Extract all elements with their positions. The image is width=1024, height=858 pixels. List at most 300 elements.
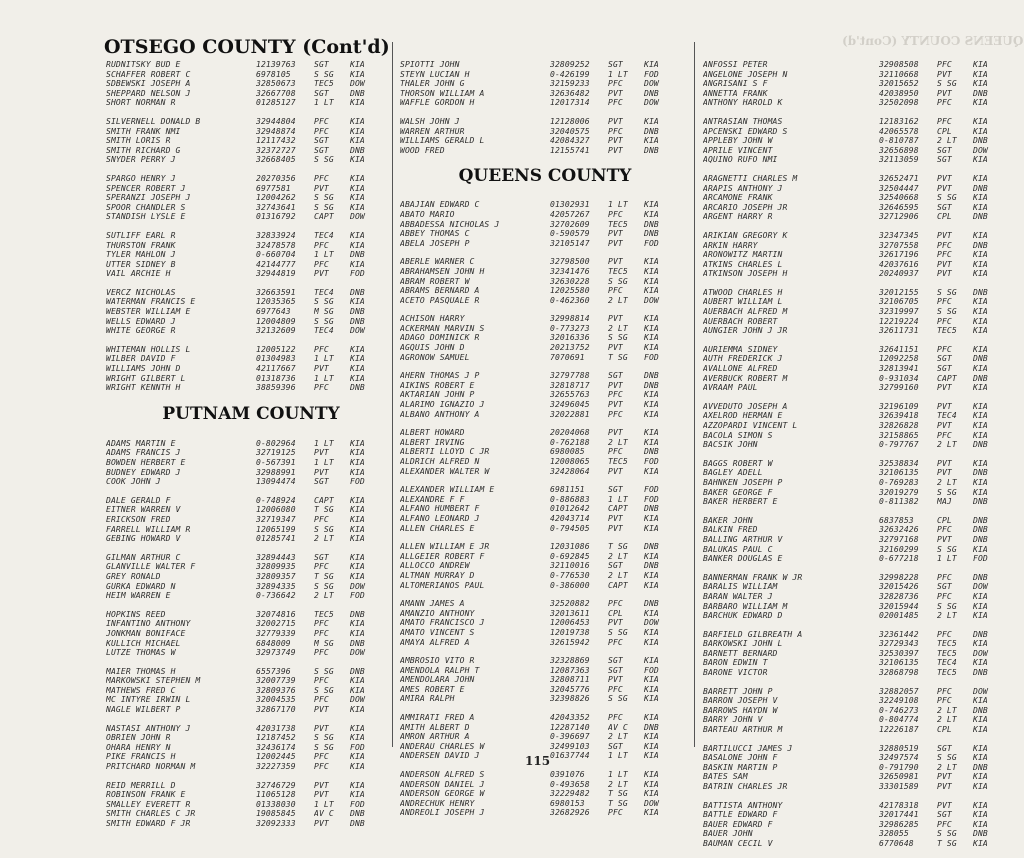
serial-number: 12187452 xyxy=(256,733,296,743)
rank: PFC xyxy=(314,126,329,136)
service-member-name: ALBANO ANTHONY A xyxy=(400,409,480,419)
service-member-name: KULLICH MICHAEL xyxy=(106,638,181,648)
roster-entry xyxy=(106,241,406,251)
serial-number: 0-677218 xyxy=(879,554,919,564)
roster-group xyxy=(703,459,1023,507)
service-member-name: ARAGNETTI CHARLES M xyxy=(703,173,798,183)
serial-number: 0-931034 xyxy=(879,373,919,383)
roster-entry xyxy=(106,269,406,279)
roster-entry xyxy=(703,307,1023,317)
rank: 1 LT xyxy=(608,69,628,79)
roster-entry xyxy=(703,516,1023,526)
status-code: DNB xyxy=(644,371,659,381)
rank: PVT xyxy=(314,705,329,715)
service-member-name: AVRAAM PAUL xyxy=(703,383,758,393)
service-member-name: BARALIS WILLIAM xyxy=(703,582,778,592)
service-member-name: WHITE GEORGE R xyxy=(106,326,176,336)
status-code: KIA xyxy=(644,209,659,219)
serial-number: 32652471 xyxy=(879,173,919,183)
serial-number: 32808711 xyxy=(550,675,590,685)
roster-entry xyxy=(400,467,690,477)
serial-number: 32502098 xyxy=(879,98,919,108)
roster-entry xyxy=(400,457,690,467)
status-code: KIA xyxy=(973,230,988,240)
serial-number: 32615942 xyxy=(550,637,590,647)
rank: 2 LT xyxy=(608,437,628,447)
service-member-name: ABERLE WARNER C xyxy=(400,257,475,267)
rank: PVT xyxy=(608,428,623,438)
roster-entry xyxy=(400,485,690,495)
roster-group xyxy=(106,288,406,336)
serial-number: 328055 xyxy=(879,829,909,839)
status-code: DNB xyxy=(973,440,988,450)
roster-group xyxy=(703,402,1023,450)
rank: PFC xyxy=(937,430,952,440)
service-member-name: ALFANO LEONARD J xyxy=(400,513,480,523)
roster-entry xyxy=(703,297,1023,307)
service-member-name: BAHNKEN JOSEPH P xyxy=(703,477,783,487)
service-member-name: GILMAN ARTHUR C xyxy=(106,552,181,562)
status-code: KIA xyxy=(350,780,365,790)
rank: PFC xyxy=(608,599,623,609)
rank: PFC xyxy=(937,696,952,706)
roster-entry xyxy=(400,136,690,146)
serial-number: 6978105 xyxy=(256,69,291,79)
serial-number: 32016336 xyxy=(550,333,590,343)
status-code: KIA xyxy=(644,523,659,533)
roster-entry xyxy=(106,146,406,156)
service-member-name: SDBEWSKI JOSEPH A xyxy=(106,79,191,89)
service-member-name: AMATO FRANCISCO J xyxy=(400,618,485,628)
status-code: DNB xyxy=(644,722,659,732)
service-member-name: BALKIN FRED xyxy=(703,525,758,535)
roster-group xyxy=(400,371,690,419)
serial-number: 0-773273 xyxy=(550,323,590,333)
rank: SGT xyxy=(608,741,623,751)
roster-entry xyxy=(400,79,690,89)
service-member-name: BAUMAN CECIL V xyxy=(703,838,773,848)
roster-entry xyxy=(703,345,1023,355)
roster-entry xyxy=(106,667,406,677)
queens-county-heading: QUEENS COUNTY xyxy=(458,166,632,187)
rank: 1 LT xyxy=(314,98,334,108)
serial-number: 0-493658 xyxy=(550,779,590,789)
service-member-name: BAGGS ROBERT W xyxy=(703,458,773,468)
rank: TEC4 xyxy=(314,230,334,240)
service-member-name: BALLING ARTHUR V xyxy=(703,534,783,544)
roster-entry xyxy=(703,592,1023,602)
status-code: KIA xyxy=(973,430,988,440)
status-code: KIA xyxy=(350,534,365,544)
roster-entry xyxy=(703,431,1023,441)
roster-entry xyxy=(106,374,406,384)
roster-entry xyxy=(400,723,690,733)
rank: SGT xyxy=(314,145,329,155)
rank: PVT xyxy=(608,343,623,353)
serial-number: 32809252 xyxy=(550,60,590,69)
rank: PFC xyxy=(314,562,329,572)
roster-entry xyxy=(703,573,1023,583)
rank: S SG xyxy=(937,829,957,839)
roster-entry xyxy=(703,839,1023,849)
service-member-name: NASTASI ANTHONY J xyxy=(106,723,191,733)
service-member-name: AMENDOLARA JOHN xyxy=(400,675,475,685)
serial-number: 42084327 xyxy=(550,136,590,146)
service-member-name: NAGLE WILBERT P xyxy=(106,705,181,715)
rank: PVT xyxy=(314,269,329,279)
serial-number: 32779339 xyxy=(256,628,296,638)
rank: S SG xyxy=(314,193,334,203)
serial-number: 12006080 xyxy=(256,505,296,515)
rank: 1 LT xyxy=(608,770,628,780)
serial-number: 12226187 xyxy=(879,725,919,735)
serial-number: 6848009 xyxy=(256,638,291,648)
status-code: DNB xyxy=(350,250,365,260)
status-code: DNB xyxy=(973,88,988,98)
rank: CAPT xyxy=(314,212,334,222)
roster-entry xyxy=(106,364,406,374)
roster-entry xyxy=(703,383,1023,393)
serial-number: 12006453 xyxy=(550,618,590,628)
rank: PVT xyxy=(937,173,952,183)
service-member-name: AGRONOW SAMUEL xyxy=(400,352,470,362)
status-code: DNB xyxy=(973,240,988,250)
status-code: KIA xyxy=(973,477,988,487)
status-code: KIA xyxy=(973,800,988,810)
status-code: DNB xyxy=(973,183,988,193)
service-member-name: WAFFLE GORDON H xyxy=(400,98,475,108)
rank: 1 LT xyxy=(314,354,334,364)
service-member-name: ABRAM ROBERT W xyxy=(400,276,470,286)
service-member-name: AUERBACH ALFRED M xyxy=(703,307,788,317)
rank: PFC xyxy=(937,525,952,535)
serial-number: 6977643 xyxy=(256,307,291,317)
roster-entry xyxy=(703,250,1023,260)
serial-number: 20213752 xyxy=(550,343,590,353)
roster-entry xyxy=(703,203,1023,213)
status-code: FOD xyxy=(644,352,659,362)
serial-number: 32496045 xyxy=(550,400,590,410)
serial-number: 0-692845 xyxy=(550,551,590,561)
service-member-name: BARONE VICTOR xyxy=(703,668,768,678)
roster-entry xyxy=(106,800,406,810)
rank: M SG xyxy=(314,307,334,317)
status-code: KIA xyxy=(973,810,988,820)
roster-entry xyxy=(106,582,406,592)
rank: PFC xyxy=(937,629,952,639)
rank: S SG xyxy=(314,581,334,591)
status-code: FOD xyxy=(350,477,365,487)
status-code: DNB xyxy=(973,354,988,364)
status-code: KIA xyxy=(350,733,365,743)
status-code: KIA xyxy=(973,173,988,183)
serial-number: 01302931 xyxy=(550,200,590,210)
serial-number: 12008065 xyxy=(550,457,590,466)
serial-number: 32110016 xyxy=(550,561,590,571)
serial-number: 42057267 xyxy=(550,209,590,219)
roster-entry xyxy=(703,440,1023,450)
rank: PFC xyxy=(314,259,329,269)
rank: PVT xyxy=(937,772,952,782)
rank: TEC4 xyxy=(937,658,957,668)
serial-number: 32319997 xyxy=(879,307,919,317)
roster-entry xyxy=(106,458,406,468)
roster-entry xyxy=(106,60,406,70)
rank: AV C xyxy=(314,809,334,819)
roster-entry xyxy=(106,496,406,506)
rank: 1 LT xyxy=(937,554,957,564)
status-code: KIA xyxy=(973,60,988,69)
serial-number: 0-396697 xyxy=(550,732,590,742)
status-code: KIA xyxy=(644,694,659,704)
roster-entry xyxy=(400,581,690,591)
rank: TEC5 xyxy=(314,79,334,89)
status-code: DNB xyxy=(644,504,659,514)
roster-entry xyxy=(703,810,1023,820)
roster-group xyxy=(400,314,690,362)
status-code: DNB xyxy=(644,145,659,155)
serial-number: 32428064 xyxy=(550,466,590,476)
status-code: DNB xyxy=(973,705,988,715)
roster-entry xyxy=(703,744,1023,754)
roster-group xyxy=(106,174,406,222)
serial-number: 01285741 xyxy=(256,534,296,544)
rank: CPL xyxy=(937,515,952,525)
status-code: KIA xyxy=(350,752,365,762)
status-code: DOW xyxy=(350,79,365,89)
serial-number: 32530397 xyxy=(879,648,919,658)
rank: PFC xyxy=(608,79,623,89)
rank: SGT xyxy=(314,552,329,562)
serial-number: 32106705 xyxy=(879,297,919,307)
status-code: DNB xyxy=(973,468,988,478)
rank: PFC xyxy=(937,819,952,829)
serial-number: 32797788 xyxy=(550,371,590,381)
rank: PFC xyxy=(608,713,623,723)
rank: PFC xyxy=(314,116,329,126)
rank: PVT xyxy=(608,145,623,155)
status-code: KIA xyxy=(644,116,659,126)
status-code: KIA xyxy=(973,819,988,829)
roster-entry xyxy=(703,497,1023,507)
roster-entry xyxy=(400,656,690,666)
status-code: KIA xyxy=(644,343,659,353)
roster-entry xyxy=(106,686,406,696)
rank: PFC xyxy=(314,240,329,250)
service-member-name: ALBERTI LLOYD C JR xyxy=(400,447,490,457)
status-code: KIA xyxy=(973,772,988,782)
service-member-name: ARCARIO JOSEPH JR xyxy=(703,202,788,212)
roster-entry xyxy=(400,146,690,156)
roster-entry xyxy=(400,685,690,695)
roster-entry xyxy=(400,514,690,524)
serial-number: 32663591 xyxy=(256,287,296,297)
roster-entry xyxy=(106,505,406,515)
status-code: KIA xyxy=(973,202,988,212)
service-member-name: AXELROD HERMAN E xyxy=(703,411,783,421)
serial-number: 32015652 xyxy=(879,79,919,89)
status-code: KIA xyxy=(350,98,365,108)
service-member-name: AMATO VINCENT S xyxy=(400,627,475,637)
service-member-name: ACHISON HARRY xyxy=(400,314,465,324)
serial-number: 6981151 xyxy=(550,485,585,495)
rank: SGT xyxy=(314,477,329,487)
service-member-name: GURKA EDWARD N xyxy=(106,581,176,591)
rank: PVT xyxy=(608,618,623,628)
service-member-name: AMBROSIO VITO R xyxy=(400,656,475,666)
service-member-name: BAKER HERBERT E xyxy=(703,497,778,507)
status-code: KIA xyxy=(350,136,365,146)
status-code: DNB xyxy=(350,666,365,676)
serial-number: 42144777 xyxy=(256,259,296,269)
service-member-name: REID MERRILL D xyxy=(106,780,176,790)
service-member-name: ACKERMAN MARVIN S xyxy=(400,323,485,333)
serial-number: 32341476 xyxy=(550,266,590,276)
roster-entry xyxy=(106,705,406,715)
serial-number: 42038950 xyxy=(879,88,919,98)
serial-number: 32229482 xyxy=(550,789,590,799)
serial-number: 32013611 xyxy=(550,608,590,618)
service-member-name: SILVERNELL DONALD B xyxy=(106,116,201,126)
rank: PFC xyxy=(314,383,329,393)
roster-entry xyxy=(703,782,1023,792)
service-member-name: ACETO PASQUALE R xyxy=(400,295,480,305)
serial-number: 0-802964 xyxy=(256,438,296,448)
roster-entry xyxy=(106,383,406,393)
serial-number: 32160299 xyxy=(879,544,919,554)
status-code: KIA xyxy=(973,344,988,354)
rank: PFC xyxy=(608,684,623,694)
status-code: KIA xyxy=(644,266,659,276)
roster-entry xyxy=(703,829,1023,839)
roster-entry xyxy=(703,269,1023,279)
status-code: KIA xyxy=(644,741,659,751)
service-member-name: BOWDEN HERBERT E xyxy=(106,458,186,467)
rank: PVT xyxy=(608,88,623,98)
service-member-name: GEBING HOWARD V xyxy=(106,534,181,544)
serial-number: 0-567391 xyxy=(256,458,296,467)
status-code: KIA xyxy=(973,743,988,753)
roster-entry xyxy=(703,354,1023,364)
roster-entry xyxy=(400,60,690,70)
roster-entry xyxy=(106,477,406,487)
serial-number: 32719347 xyxy=(256,514,296,524)
serial-number: 0-386000 xyxy=(550,580,590,590)
rank: 1 LT xyxy=(314,373,334,383)
roster-entry xyxy=(106,288,406,298)
roster-entry xyxy=(400,353,690,363)
roster-entry xyxy=(400,343,690,353)
service-member-name: AUBERT WILLIAM L xyxy=(703,297,783,307)
rank: S SG xyxy=(314,733,334,743)
roster-group xyxy=(703,516,1023,564)
status-code: FOD xyxy=(973,554,988,564)
service-member-name: AUERBACH ROBERT xyxy=(703,316,778,326)
service-member-name: WILLIAMS JOHN D xyxy=(106,364,181,374)
roster-entry xyxy=(703,753,1023,763)
roster-entry xyxy=(400,70,690,80)
roster-entry xyxy=(106,155,406,165)
service-member-name: APCENSKI EDWARD S xyxy=(703,126,788,136)
status-code: KIA xyxy=(644,779,659,789)
service-member-name: BAKER GEORGE F xyxy=(703,487,773,497)
service-member-name: AMMIRATI FRED A xyxy=(400,713,475,723)
serial-number: 12128006 xyxy=(550,116,590,126)
status-code: KIA xyxy=(350,705,365,715)
service-member-name: STANDISH LYSLE E xyxy=(106,212,186,222)
roster-entry xyxy=(106,231,406,241)
status-code: DOW xyxy=(350,581,365,591)
rank: S SG xyxy=(314,69,334,79)
status-code: KIA xyxy=(644,286,659,296)
status-code: KIA xyxy=(350,230,365,240)
service-member-name: ADAGO DOMINICK R xyxy=(400,333,480,343)
roster-group xyxy=(400,200,690,248)
service-member-name: BUDNEY EDWARD J xyxy=(106,467,181,477)
roster-group xyxy=(703,117,1023,165)
roster-entry xyxy=(106,591,406,601)
service-member-name: ATKINSON JOSEPH H xyxy=(703,269,788,279)
serial-number: 01285127 xyxy=(256,98,296,108)
roster-entry xyxy=(703,241,1023,251)
service-member-name: ARKIN HARRY xyxy=(703,240,758,250)
rank: PFC xyxy=(608,637,623,647)
rank: T SG xyxy=(608,542,628,552)
status-code: KIA xyxy=(973,611,988,621)
service-member-name: DALE GERALD F xyxy=(106,495,171,505)
roster-entry xyxy=(703,374,1023,384)
serial-number: 32398826 xyxy=(550,694,590,704)
roster-entry xyxy=(703,193,1023,203)
status-code: KIA xyxy=(973,326,988,336)
status-code: KIA xyxy=(350,552,365,562)
serial-number: 32074816 xyxy=(256,609,296,619)
rank: PFC xyxy=(314,752,329,762)
status-code: DOW xyxy=(350,695,365,705)
rank: SGT xyxy=(937,810,952,820)
serial-number: 32639418 xyxy=(879,411,919,421)
rank: TEC5 xyxy=(937,639,957,649)
roster-entry xyxy=(703,763,1023,773)
service-member-name: ALLEN WILLIAM E JR xyxy=(400,542,490,552)
roster-entry xyxy=(703,820,1023,830)
status-code: KIA xyxy=(350,173,365,183)
rank: S SG xyxy=(314,155,334,165)
rank: 2 LT xyxy=(608,551,628,561)
rank: S SG xyxy=(314,666,334,676)
status-code: KIA xyxy=(644,390,659,400)
serial-number: 32002715 xyxy=(256,619,296,629)
rank: S SG xyxy=(314,316,334,326)
status-code: KIA xyxy=(350,524,365,534)
rank: 2 LT xyxy=(937,136,957,146)
service-member-name: ALLGEIER ROBERT F xyxy=(400,551,485,561)
serial-number: 6980153 xyxy=(550,798,585,808)
roster-entry xyxy=(106,193,406,203)
roster-entry xyxy=(106,562,406,572)
roster-entry xyxy=(703,772,1023,782)
status-code: KIA xyxy=(973,79,988,89)
service-member-name: ANDERSON ALFRED S xyxy=(400,770,485,780)
serial-number: 32636482 xyxy=(550,88,590,98)
status-code: KIA xyxy=(350,364,365,374)
roster-entry xyxy=(400,410,690,420)
status-code: KIA xyxy=(350,183,365,193)
roster-entry xyxy=(703,611,1023,621)
status-code: KIA xyxy=(973,487,988,497)
rank: PVT xyxy=(314,467,329,477)
serial-number: 32882057 xyxy=(879,686,919,696)
